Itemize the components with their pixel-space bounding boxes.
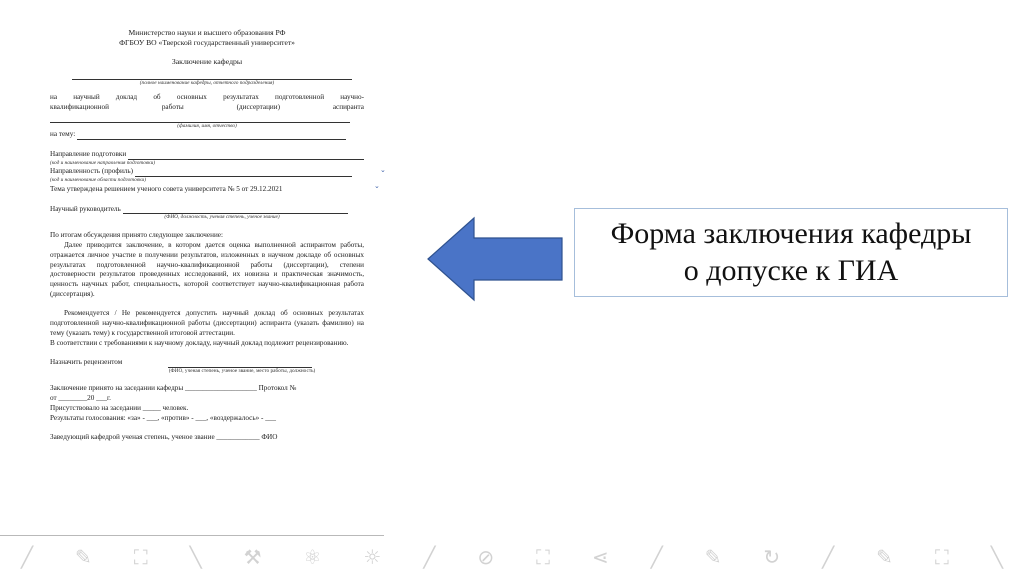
- callout-box: [574, 208, 1008, 297]
- callout-line-1: Форма заключения кафедры: [610, 216, 972, 250]
- report-line-1: на научный доклад об основных результатах подготовленной научно-: [50, 92, 364, 101]
- direction-label: Направление подготовки: [50, 150, 127, 159]
- slash-icon: ╱: [650, 545, 663, 569]
- slash-icon: ╲: [990, 545, 1003, 569]
- supervisor-row: [50, 205, 364, 215]
- reviewer-label: Назначить рецензентом: [50, 358, 123, 367]
- dept-hint: (полное наименование кафедры, отчетного подразделения): [139, 79, 275, 86]
- slash-icon: ╱: [423, 545, 436, 569]
- reviewer-row: [50, 358, 364, 368]
- reviewer-hint: (ФИО, ученая степень, ученое звание, место работы, должность): [168, 367, 316, 374]
- supervisor-hint: (ФИО, должность, ученая степень, ученое звание): [164, 214, 280, 221]
- supervisor-label: Научный руководитель: [50, 204, 121, 213]
- head-signature-text: Заведующий кафедрой ученая степень, ученое звание ____________ ФИО: [50, 433, 278, 442]
- approved-text: Тема утверждена решением ученого совета университета № 5 от 29.12.2021: [50, 184, 283, 193]
- translate-icon: ⛶: [934, 545, 949, 569]
- profile-hint: (код и наименование области подготовки): [50, 177, 146, 184]
- profile-line: [135, 169, 352, 177]
- report-word: аспиранта: [332, 102, 364, 111]
- page-divider: [0, 535, 384, 536]
- translate-icon: ⛶: [133, 545, 148, 569]
- edit-icon: ✎: [74, 545, 92, 569]
- profile-row: [50, 167, 364, 177]
- direction-row: [50, 150, 364, 160]
- report-word: квалификационной: [50, 102, 109, 111]
- compass-icon: ⊘: [477, 545, 495, 569]
- report-word: работы: [161, 102, 184, 111]
- topic-row: [50, 130, 364, 140]
- edit-icon: ✎: [876, 545, 893, 569]
- share-icon: ⋖: [591, 545, 609, 569]
- profile-label: Направленность (профиль): [50, 167, 134, 176]
- direction-hint: (код и наименование направления подготовки): [50, 160, 156, 167]
- chevron-down-icon: ⌄: [380, 166, 386, 174]
- meeting-text: Заключение принято на заседании кафедры ____________________ Протокол №: [50, 384, 297, 393]
- decorative-icon-strip: [0, 538, 1024, 576]
- callout-line-2: о допуске к ГИА: [683, 253, 899, 287]
- university-heading: ФГБОУ ВО «Тверской государственный университет»: [119, 38, 295, 48]
- ministry-heading: Министерство науки и высшего образования РФ: [128, 28, 286, 37]
- translate-icon: ⛶: [536, 545, 551, 569]
- topic-label: на тему:: [50, 130, 76, 139]
- refresh-icon: ↻: [763, 545, 781, 569]
- left-arrow-icon: [426, 216, 564, 302]
- slash-icon: ╲: [189, 545, 202, 569]
- paragraph-recommendation: Рекомендуется / Не рекомендуется допустить научный доклад об основных результатах подготовленной научно-квалификационной работы (диссертации) аспиранта (указать фамилию) на тему (указать тему) к государственной итоговой аттестации.: [50, 309, 364, 338]
- idea-icon: ☼: [363, 545, 382, 569]
- slash-icon: ╱: [822, 545, 835, 569]
- document-form: [50, 28, 364, 498]
- edit-icon: ✎: [704, 545, 722, 569]
- topic-line: [77, 132, 346, 140]
- document-title: Заключение кафедры: [171, 56, 243, 66]
- atom-icon: ⚛: [303, 545, 322, 569]
- paragraph-review: В соответствии с требованиями к научному докладу, научный доклад подлежит рецензированию.: [50, 339, 349, 348]
- reviewer-line: [168, 360, 312, 368]
- report-line-2: [50, 103, 364, 113]
- discussion-text: По итогам обсуждения принято следующее заключение:: [50, 230, 223, 239]
- paragraph-assessment: Далее приводится заключение, в котором дается оценка выполненной аспирантом работы, отражается личное участие в получении результатов, изложенных в научном докладе об основных результатах подготовленной научно-квалификационной работы (диссертации), степени достоверности результатов проведенных исследований, их новизна и практическая значимость, ценность научных работ, специальность, которой соответствует научно-квалификационная работа (диссертация).: [50, 240, 364, 299]
- slash-icon: ╱: [20, 545, 34, 569]
- present-text: Присутствовало на заседании _____ человек.: [50, 404, 189, 413]
- vote-text: Результаты голосования: «за» - ___, «против» - ___, «воздержалось» - ___: [50, 414, 276, 423]
- chevron-down-icon: ⌄: [374, 182, 380, 190]
- direction-line: [128, 152, 364, 160]
- report-word: (диссертации): [236, 102, 280, 111]
- date-text: от ________20 ___г.: [50, 394, 111, 403]
- fio-hint: (фамилия, имя, отчество): [177, 122, 237, 129]
- tool-icon: ⚒: [243, 545, 262, 569]
